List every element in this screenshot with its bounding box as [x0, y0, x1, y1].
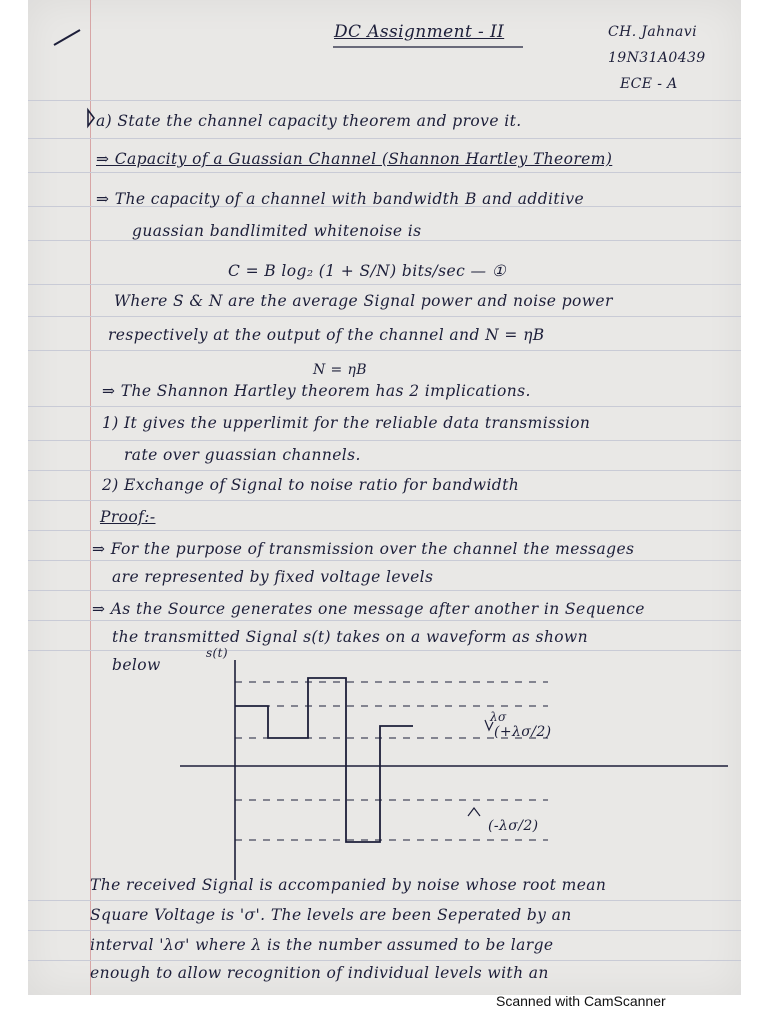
text-line: guassian bandlimited whitenoise is [132, 222, 422, 240]
text-line: are represented by fixed voltage levels [112, 568, 434, 586]
text-line: Where S & N are the average Signal power and noise power [114, 292, 613, 310]
proof-heading: Proof:- [100, 508, 156, 526]
pen-stroke-mark [54, 30, 80, 45]
text-line: respectively at the output of the channel and N = ηB [108, 326, 545, 344]
assignment-title: DC Assignment - II [334, 22, 505, 42]
text-line: The received Signal is accompanied by noise whose root mean [90, 876, 607, 894]
text-line: below [112, 656, 161, 674]
student-section: ECE - A [620, 76, 678, 92]
graph-axis-label: s(t) [206, 646, 228, 660]
text-line: 2) Exchange of Signal to noise ratio for bandwidth [102, 476, 520, 494]
waveform-signal [235, 678, 413, 842]
text-line: ⇒ The capacity of a channel with bandwidth B and additive [96, 190, 585, 208]
graph-upper-note: λσ [490, 710, 507, 724]
text-line: interval 'λσ' where λ is the number assumed to be large [90, 936, 554, 954]
text-line: ⇒ As the Source generates one message after another in Sequence [92, 600, 645, 618]
student-roll-number: 19N31A0439 [608, 50, 706, 66]
capacity-formula: C = B log₂ (1 + S/N) bits/sec — ① [228, 262, 507, 280]
notebook-page [28, 0, 741, 995]
level-lines [235, 682, 548, 840]
text-line: Square Voltage is 'σ'. The levels are been Seperated by an [90, 906, 572, 924]
text-line: ⇒ Capacity of a Guassian Channel (Shannon Hartley Theorem) [96, 150, 613, 168]
scanner-watermark: Scanned with CamScanner [496, 993, 666, 1009]
question-line: a) State the channel capacity theorem and prove it. [96, 112, 522, 130]
graph-lower-level-label: (-λσ/2) [488, 818, 539, 834]
student-name: CH. Jahnavi [608, 24, 697, 40]
noise-formula: N = ηB [313, 362, 367, 378]
text-line: enough to allow recognition of individual levels with an [90, 964, 549, 982]
text-line: ⇒ The Shannon Hartley theorem has 2 implications. [102, 382, 531, 400]
text-line: rate over guassian channels. [124, 446, 361, 464]
text-line: the transmitted Signal s(t) takes on a waveform as shown [112, 628, 588, 646]
bullet-arrow-icon [88, 110, 94, 126]
lower-arrow-icon [468, 808, 480, 816]
graph-upper-level-label: (+λσ/2) [494, 724, 552, 740]
text-line: 1) It gives the upperlimit for the reliable data transmission [102, 414, 591, 432]
text-line: ⇒ For the purpose of transmission over the channel the messages [92, 540, 635, 558]
